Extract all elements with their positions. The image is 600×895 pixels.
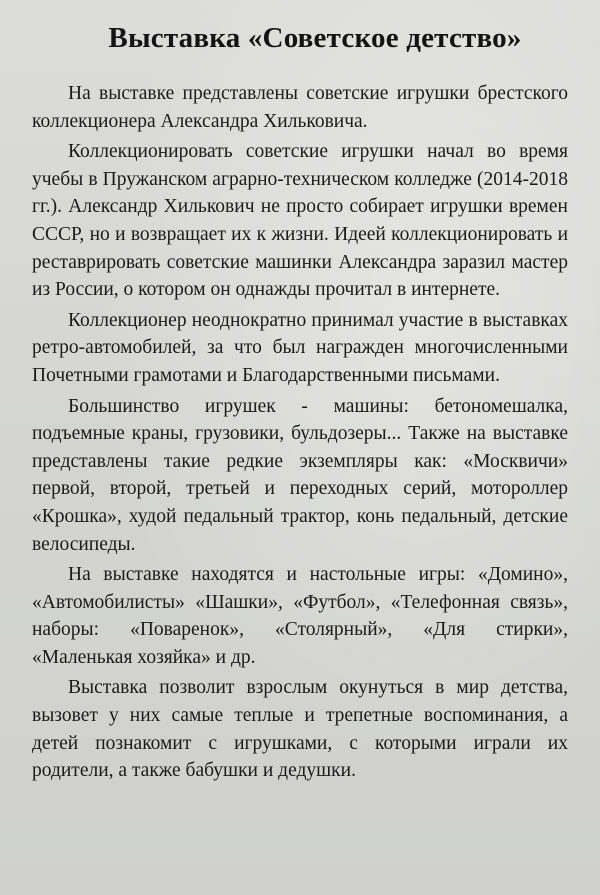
paragraph-intro: На выставке представлены советские игрушки брестского коллекционера Александра Хильковича. [32,83,568,132]
paragraph-toys: Большинство игрушек - машины: бетономешалка, подъемные краны, грузовики, бульдозеры... Также на выставке представлены такие редкие экземпляры как: «Москвичи» первой, второй, третьей и переходных серий, мотороллер «Крошка», худой педальный трактор, конь педальный, детские велосипеды. [32,395,568,555]
paragraph-board-games: На выставке находятся и настольные игры: «Домино», «Автомобилисты» «Шашки», «Футбол», «Телефонная связь», наборы: «Поваренок», «Столярный», «Для стирки», «Маленькая хозяйка» и др. [32,564,568,668]
page-title: Выставка «Советское детство» [108,22,522,54]
paragraph-closing: Выставка позволит взрослым окунуться в мир детства, вызовет у них самые теплые и трепетные воспоминания, а детей познакомит с игрушками, с которыми играли их родители, а также бабушки и дедушки. [32,677,568,782]
notice-body [32,80,568,788]
paragraph-collecting: Коллекционировать советские игрушки начал во время учебы в Пружанском аграрно-техническом колледже (2014-2018 гг.). Александр Хилькович не просто собирает игрушки времен СССР, но и возвращает их к жизни. Идеей коллекционировать и реставрировать советские машинки Александра заразил мастер из России, о котором он однажды прочитал в интернете. [32,141,568,301]
paragraph-awards: Коллекционер неоднократно принимал участие в выставках ретро-автомобилей, за что был награжден многочисленными Почетными грамотами и Благодарственными письмами. [32,309,568,386]
